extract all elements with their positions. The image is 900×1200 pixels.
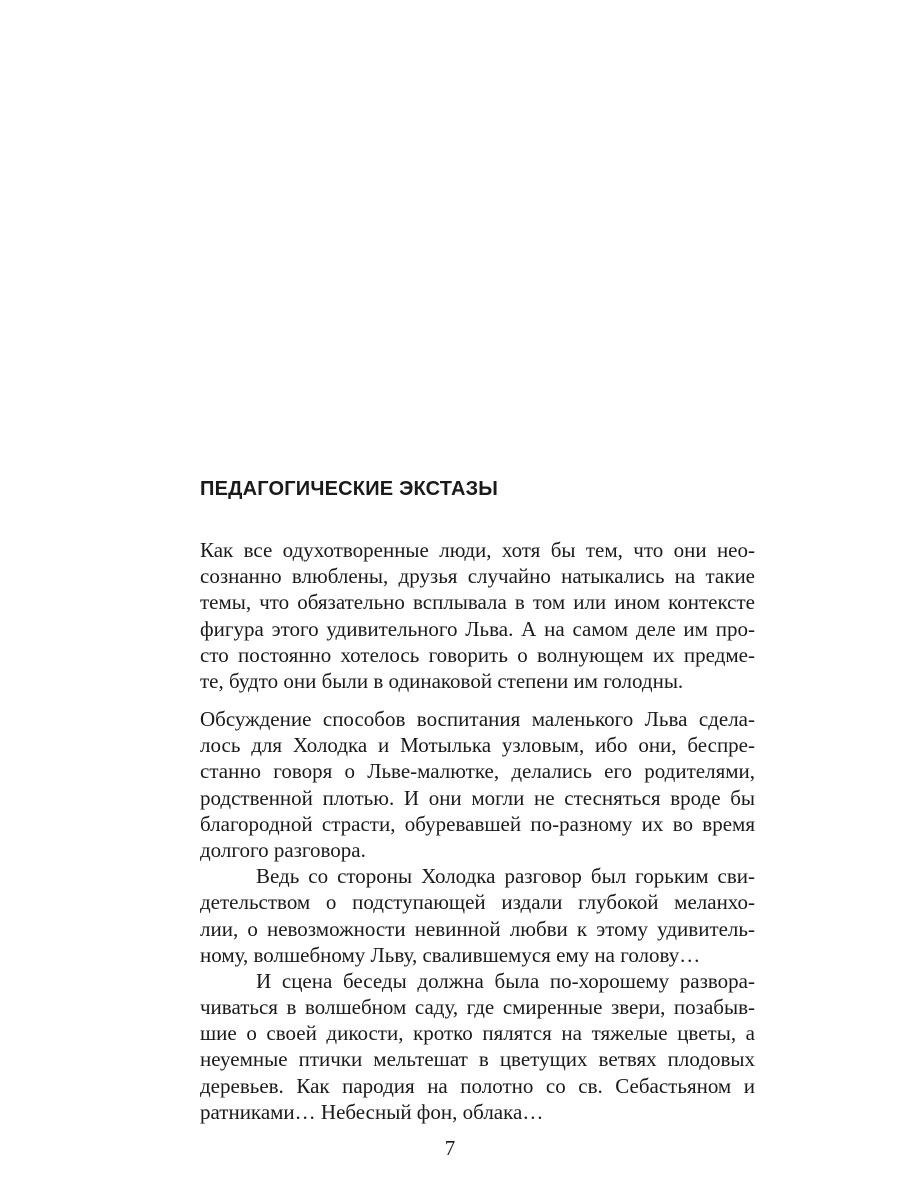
text-line: сто постоянно хотелось говорить о волнующем их предме- — [200, 642, 755, 667]
page-number: 7 — [444, 1136, 456, 1160]
text-line: неуемные птички мельтешат в цветущих ветвях плодовых — [200, 1047, 755, 1072]
text-line: детельством о подступающей издали глубокой меланхо- — [200, 890, 755, 915]
text-line: И сцена беседы должна была по-хорошему развора- — [256, 968, 755, 993]
text-line: Обсуждение способов воспитания маленького Льва сдела- — [200, 707, 755, 731]
paragraph-intro — [200, 537, 755, 694]
text-line: ратниками… Небесный фон, облака… — [200, 1099, 544, 1124]
text-line: лось для Холодка и Мотылька узловым, ибо они, беспре- — [200, 733, 755, 758]
text-line: сознанно влюблены, друзья случайно натыкались на такие — [200, 564, 755, 589]
text-line: ному, волшебному Льву, свалившемуся ему на голову… — [200, 942, 701, 967]
text-line: станно говоря о Льве-малютке, делались его родителями, — [200, 759, 755, 784]
text-line: деревьев. Как пародия на полотно со св. Себастьяном и — [200, 1073, 755, 1098]
paragraph-body — [200, 706, 755, 1125]
text-line: Как все одухотворенные люди, хотя бы тем, что они нео- — [200, 538, 755, 562]
text-line: темы, что обязательно всплывала в том или ином контексте — [200, 590, 755, 615]
text-line: шие о своей дикости, кротко пялятся на тяжелые цветы, а — [200, 1021, 755, 1046]
text-line: долгого разговора. — [200, 837, 366, 862]
chapter-title: ПЕДАГОГИЧЕСКИЕ ЭКСТАЗЫ — [200, 478, 499, 500]
text-line: фигура этого удивительного Льва. А на самом деле им про- — [200, 616, 755, 641]
text-line: лии, о невозможности невинной любви к этому удивитель- — [200, 916, 755, 941]
text-line: те, будто они были в одинаковой степени им голодны. — [200, 668, 684, 693]
text-line: благородной страсти, обуревавшей по-разному их во время — [200, 811, 755, 836]
text-line: родственной плотью. И они могли не стесняться вроде бы — [200, 785, 755, 810]
text-line: Ведь со стороны Холодка разговор был горьким сви- — [256, 864, 755, 889]
text-line: чиваться в волшебном саду, где смиренные звери, позабыв- — [200, 995, 755, 1020]
